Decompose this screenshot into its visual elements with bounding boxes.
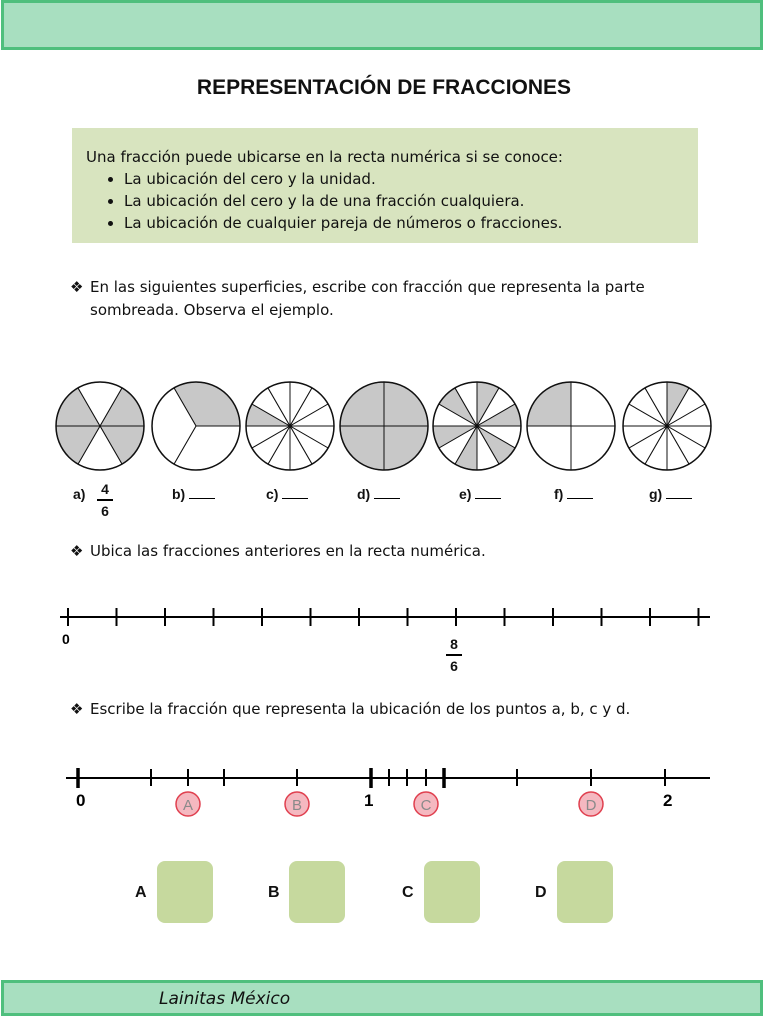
example-fraction	[97, 481, 113, 519]
fraction-numerator: 4	[101, 481, 109, 497]
svg-text:B: B	[291, 797, 303, 814]
diamond-bullet-icon: ❖	[70, 700, 84, 718]
line-fraction	[446, 636, 462, 674]
info-intro: Una fracción puede ubicarse en la recta numérica si se conoce:	[86, 148, 563, 166]
fraction-denominator: 6	[450, 658, 458, 674]
answer-box-a[interactable]	[157, 861, 213, 923]
info-item: • La ubicación de cualquier pareja de números o fracciones.	[124, 212, 698, 234]
answer-blank[interactable]	[282, 488, 308, 499]
answer-label-a: A	[135, 884, 147, 901]
footer-band	[1, 980, 763, 1016]
fraction-bar	[97, 499, 113, 501]
fraction-circle-g	[623, 382, 711, 470]
fraction-circle-d	[340, 382, 428, 470]
answer-blank[interactable]	[475, 488, 501, 499]
info-box	[72, 128, 698, 243]
info-item: • La ubicación del cero y la de una fracción cualquiera.	[124, 190, 698, 212]
fraction-circle-a	[56, 382, 144, 470]
fraction-bar	[446, 654, 462, 656]
circle-label-d: d)	[357, 486, 400, 502]
label-2: 2	[663, 791, 673, 810]
fraction-numerator: 8	[450, 636, 458, 652]
answer-label-b: B	[268, 884, 280, 901]
point-a[interactable]	[176, 792, 200, 816]
info-item: • La ubicación del cero y la unidad.	[124, 168, 698, 190]
point-b[interactable]	[285, 792, 309, 816]
number-line-2	[0, 760, 768, 820]
answer-blank[interactable]	[567, 488, 593, 499]
answer-label-d: D	[535, 884, 547, 901]
answer-box-d[interactable]	[557, 861, 613, 923]
fraction-circle-e	[433, 382, 521, 470]
svg-text:C: C	[420, 797, 432, 814]
instruction-text: Escribe la fracción que representa la ubicación de los puntos a, b, c y d.	[90, 700, 631, 718]
instruction-locate	[70, 540, 486, 563]
circles-svg	[0, 370, 768, 480]
label-0: 0	[76, 791, 86, 810]
circle-label-e: e)	[459, 486, 501, 502]
circle-label-a: a)	[73, 486, 86, 502]
instruction-points	[70, 698, 630, 721]
fraction-circle-c	[246, 382, 334, 470]
fraction-circle-b	[152, 382, 240, 470]
header-band	[1, 0, 763, 50]
circle-label-g: g)	[649, 486, 692, 502]
answer-blank[interactable]	[666, 488, 692, 499]
svg-text:A: A	[182, 797, 194, 814]
point-c[interactable]	[414, 792, 438, 816]
instruction-shaded	[70, 276, 645, 322]
answer-blank[interactable]	[374, 488, 400, 499]
answer-label-c: C	[402, 884, 414, 901]
svg-text:D: D	[585, 797, 597, 814]
circle-label-f: f)	[554, 486, 593, 502]
label-1: 1	[364, 791, 374, 810]
footer-text: Lainitas México	[159, 989, 291, 1009]
instruction-text: En las siguientes superficies, escribe con fracción que representa la parte	[90, 278, 645, 296]
zero-label: 0	[62, 631, 70, 647]
page-title: REPRESENTACIÓN DE FRACCIONES	[196, 76, 572, 99]
point-d[interactable]	[579, 792, 603, 816]
diamond-bullet-icon: ❖	[70, 278, 84, 296]
circle-label-b: b)	[172, 486, 215, 502]
diamond-bullet-icon: ❖	[70, 542, 84, 560]
fraction-denominator: 6	[101, 503, 109, 519]
answer-blank[interactable]	[189, 488, 215, 499]
info-list	[86, 168, 698, 234]
fraction-circle-f	[527, 382, 615, 470]
number-line-1	[0, 600, 768, 680]
answer-box-c[interactable]	[424, 861, 480, 923]
answer-box-b[interactable]	[289, 861, 345, 923]
circle-label-c: c)	[266, 486, 308, 502]
instruction-text: sombreada. Observa el ejemplo.	[90, 301, 334, 319]
instruction-text: Ubica las fracciones anteriores en la recta numérica.	[90, 542, 486, 560]
